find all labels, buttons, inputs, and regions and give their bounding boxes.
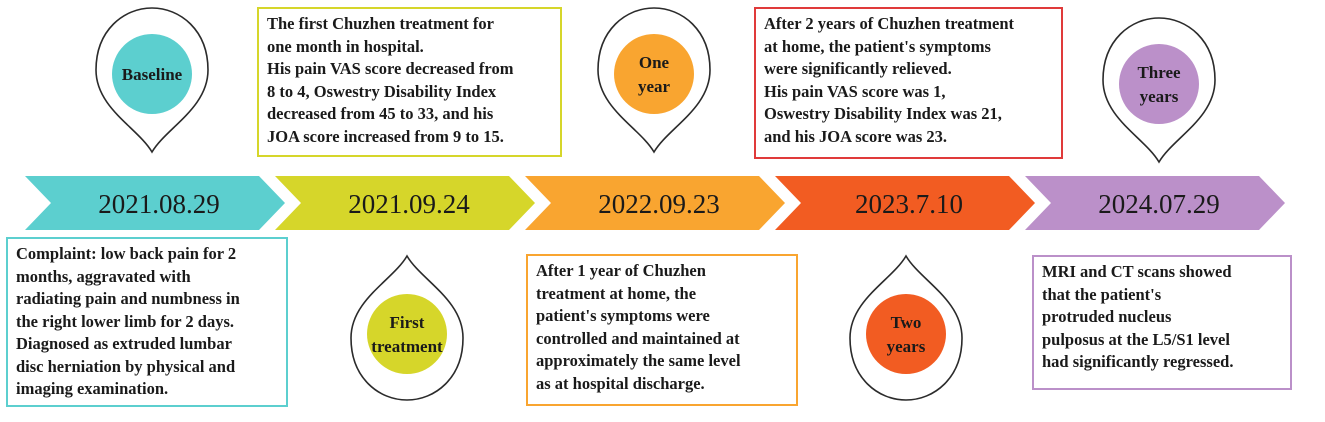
pin-circle-two-years xyxy=(866,294,946,374)
note-three-years: MRI and CT scans showed that the patient's protruded nucleus pulposus at the L5/S1 level had significantly regressed. xyxy=(1032,255,1292,390)
timeline-date-2023-7-10: 2023.7.10 xyxy=(855,189,963,219)
timeline-date-2021-09-24: 2021.09.24 xyxy=(348,189,470,219)
pin-label-first-treatment-1: treatment xyxy=(371,337,443,356)
pin-label-three-years-1: years xyxy=(1139,87,1179,106)
note-two-years: After 2 years of Chuzhen treatment at home, the patient's symptoms were significantly relieved. His pain VAS score was 1, Oswestry Disability Index was 21, and his JOA score was 23. xyxy=(754,7,1063,159)
pin-label-first-treatment-0: First xyxy=(389,313,425,332)
pin-label-baseline-0: Baseline xyxy=(121,65,183,84)
pin-label-two-years-1: years xyxy=(886,337,926,356)
timeline-date-2021-08-29: 2021.08.29 xyxy=(98,189,220,219)
timeline-date-2022-09-23: 2022.09.23 xyxy=(598,189,720,219)
note-complaint: Complaint: low back pain for 2 months, aggravated with radiating pain and numbness in the right lower limb for 2 days. Diagnosed as extruded lumbar disc herniation by physical and imaging examination. xyxy=(6,237,288,407)
pin-label-one-year-0: One xyxy=(638,53,670,72)
pin-circle-one-year xyxy=(614,34,694,114)
pin-label-three-years-0: Three xyxy=(1137,63,1181,82)
pin-circle-first-treatment xyxy=(367,294,447,374)
pin-label-one-year-1: year xyxy=(637,77,671,96)
note-first-treatment: The first Chuzhen treatment for one month in hospital. His pain VAS score decreased from 8 to 4, Oswestry Disability Index decreased from 45 to 33, and his JOA score increased from 9 to 15. xyxy=(257,7,562,157)
timeline-date-2024-07-29: 2024.07.29 xyxy=(1098,189,1220,219)
pin-label-two-years-0: Two xyxy=(890,313,922,332)
note-one-year: After 1 year of Chuzhen treatment at home, the patient's symptoms were controlled and maintained at approximately the same level as at hospital discharge. xyxy=(526,254,798,406)
pin-circle-three-years xyxy=(1119,44,1199,124)
